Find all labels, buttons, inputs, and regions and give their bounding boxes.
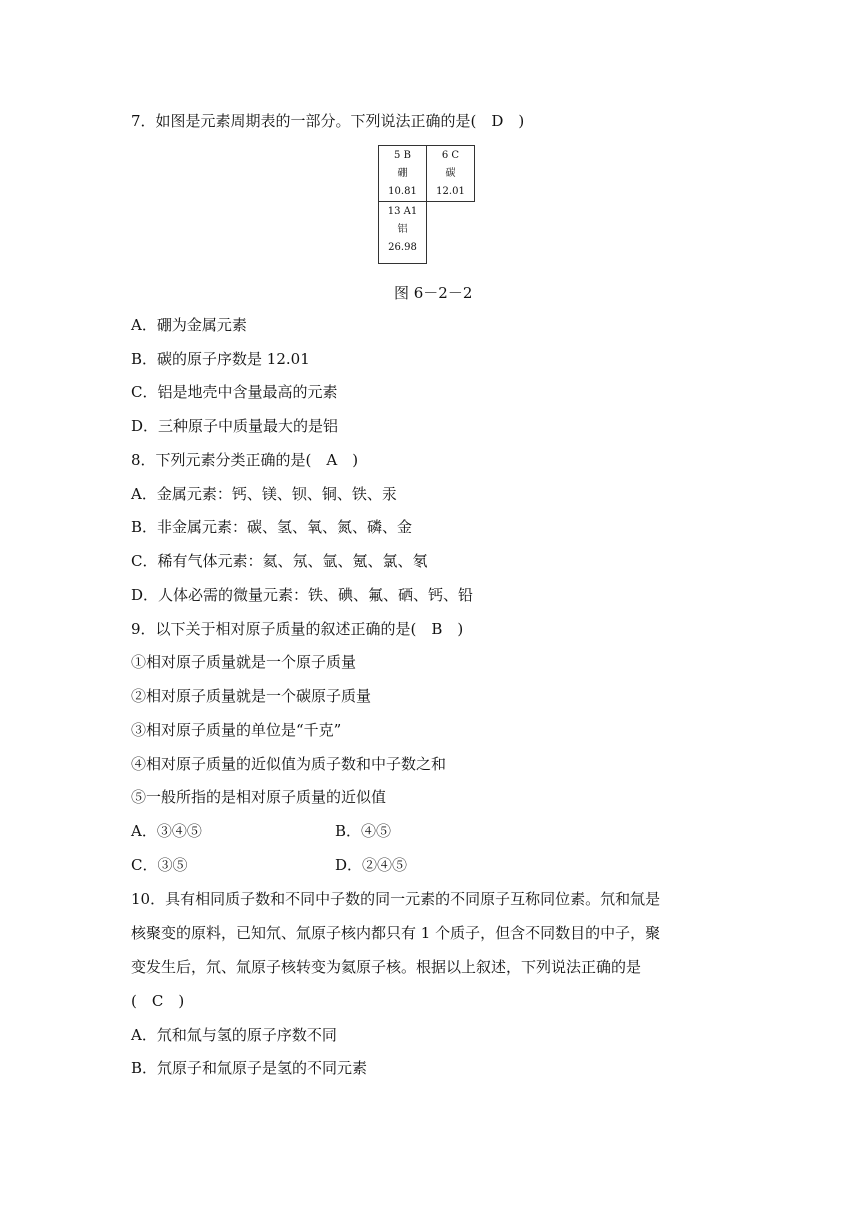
q7-stem: 7．如图是元素周期表的一部分。下列说法正确的是( D ) — [131, 112, 525, 130]
q9-option-b: B．④⑤ — [335, 822, 392, 840]
element-mass: 10.81 — [388, 186, 417, 197]
q10-option-a: A．氘和氚与氢的原子序数不同 — [131, 1026, 337, 1044]
q9-statement-4: ④相对原子质量的近似值为质子数和中子数之和 — [131, 755, 447, 773]
q10-stem-line-1: 10．具有相同质子数和不同中子数的同一元素的不同原子互称同位素。氘和氚是 — [131, 890, 661, 908]
element-name: 碳 — [445, 168, 456, 179]
q7-option-c: C．铝是地壳中含量最高的元素 — [131, 383, 338, 401]
element-header: 6 C — [441, 150, 460, 161]
q7-option-d: D．三种原子中质量最大的是铝 — [131, 417, 339, 435]
q8-option-d: D．人体必需的微量元素：铁、碘、氟、硒、钙、铅 — [131, 586, 474, 604]
q8-stem: 8．下列元素分类正确的是( A ) — [131, 451, 359, 469]
q9-statement-3: ③相对原子质量的单位是“千克” — [131, 721, 342, 739]
q9-statement-5: ⑤一般所指的是相对原子质量的近似值 — [131, 788, 387, 806]
element-name: 硼 — [397, 168, 408, 179]
element-cell-boron — [378, 145, 427, 202]
q8-option-c: C．稀有气体元素：氦、氖、氩、氪、氯、氡 — [131, 552, 428, 570]
q10-stem-line-4: ( C ) — [131, 992, 185, 1010]
q9-option-c: C．③⑤ — [131, 856, 188, 874]
element-cell-aluminium — [378, 201, 427, 264]
q7-option-b: B．碳的原子序数是 12.01 — [131, 350, 310, 368]
element-cell-carbon — [426, 145, 475, 202]
element-header: 13 A1 — [387, 206, 418, 217]
q10-option-b: B．氘原子和氚原子是氢的不同元素 — [131, 1059, 368, 1077]
q9-option-a: A．③④⑤ — [131, 822, 202, 840]
q10-stem-line-2: 核聚变的原料，已知氘、氚原子核内都只有 1 个质子，但含不同数目的中子，聚 — [131, 924, 661, 942]
q10-stem-line-3: 变发生后，氘、氚原子核转变为氦原子核。根据以上叙述，下列说法正确的是 — [131, 958, 642, 976]
q9-option-d: D．②④⑤ — [335, 856, 408, 874]
q7-option-a: A．硼为金属元素 — [131, 316, 247, 334]
q9-stem: 9．以下关于相对原子质量的叙述正确的是( B ) — [131, 620, 464, 638]
element-mass: 12.01 — [436, 186, 465, 197]
q9-statement-1: ①相对原子质量就是一个原子质量 — [131, 653, 357, 671]
element-header: 5 B — [394, 150, 411, 161]
q9-statement-2: ②相对原子质量就是一个碳原子质量 — [131, 687, 372, 705]
element-name: 铝 — [397, 224, 408, 235]
q8-option-a: A．金属元素：钙、镁、钡、铜、铁、汞 — [131, 485, 397, 503]
element-mass: 26.98 — [388, 242, 417, 253]
q8-option-b: B．非金属元素：碳、氢、氧、氮、磷、金 — [131, 518, 413, 536]
figure-caption: 图 6－2－2 — [394, 284, 473, 302]
